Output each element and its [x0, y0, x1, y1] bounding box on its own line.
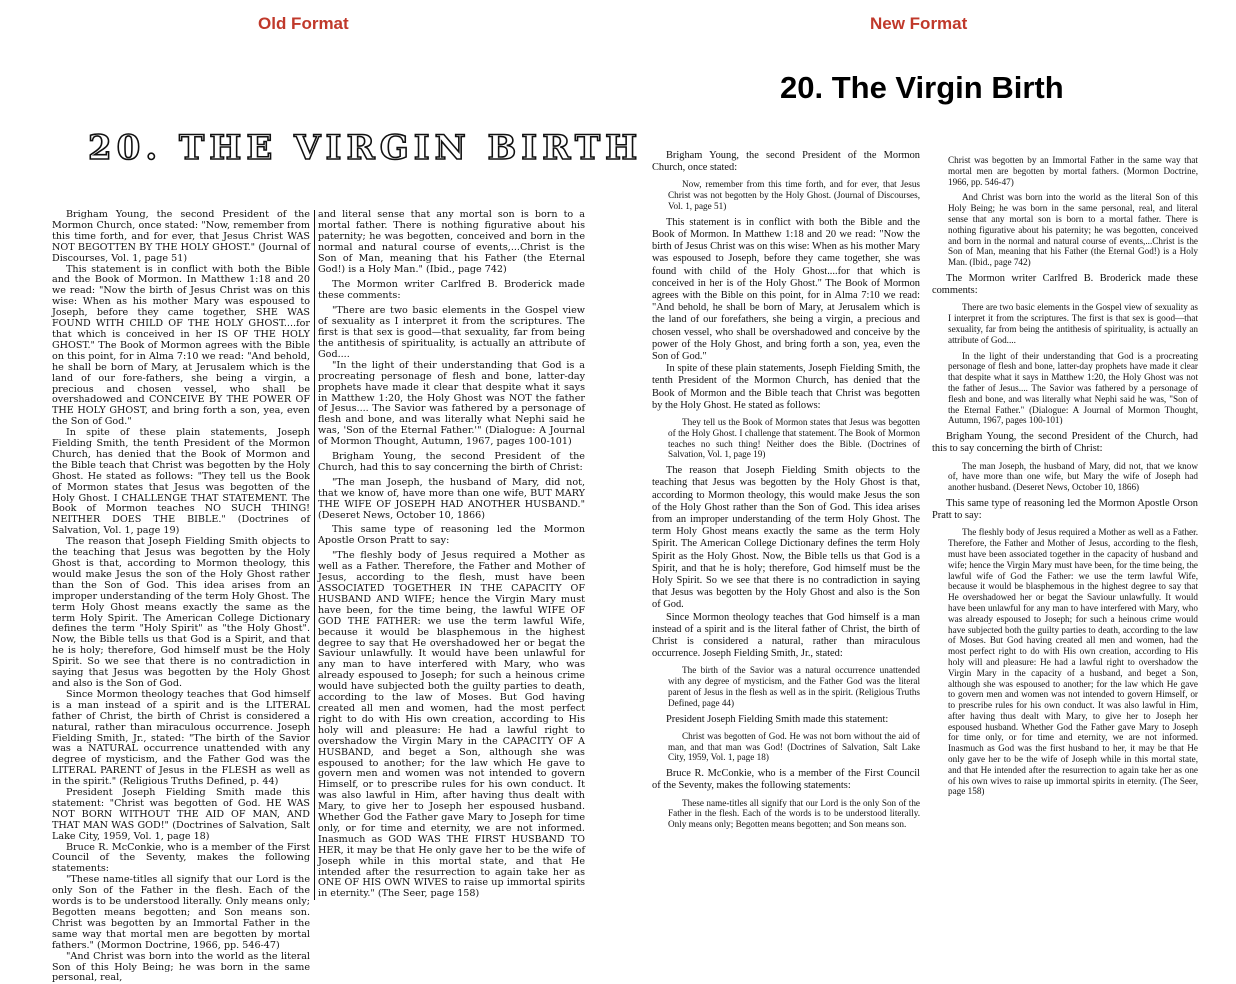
- paragraph: Since Mormon theology teaches that God himself is a man instead of a spirit and is the LITERAL father of Christ, the birth of Christ is considered a natural, rather than miraculous occurrence. Joseph Fielding Smith, Jr., stated: "The birth of the Savior was a NATURAL occurrence unattended with any degree of mysticism, and the Father God was the LITERAL PARENT of Jesus in the FLESH as well as in the spirit." (Religious Truths Defined, p. 44): [52, 688, 310, 788]
- paragraph: Brigham Young, the second President of the Mormon Church, once stated: "Now, remember from this time forth, and for ever, that Jesus Christ WAS NOT BEGOTTEN BY THE HOLY GHOST." (Journal of Discourses, Vol. 1, page 51): [52, 209, 310, 264]
- new-format-left-column: [652, 150, 920, 835]
- paragraph: In spite of these plain statements, Joseph Fielding Smith, the tenth President of the Mormon Church, has denied that the Book of Mormon and the Bible teach that Christ was begotten by the Holy Ghost. He stated as follows:: [652, 363, 920, 411]
- paragraph: "These name-titles all signify that our Lord is the only Son of the Father in the flesh. Each of the words is to be understood literally. Only means only; Begotten means begotten; and Son means son. Christ was begotten by an Immortal Father in the same way that mortal men are begotten by mortal fathers." (Mormon Doctrine, 1966, pp. 546-47): [52, 874, 310, 951]
- paragraph: These name-titles all signify that our Lord is the only Son of the Father in the flesh. Each of the words is to be understood literally. Only means only; Begotten means begotten; and Son means son.: [668, 797, 920, 830]
- paragraph: In the light of their understanding that God is a procreating personage of flesh and bone, latter-day prophets have made it clear that despite what it says in Matthew 1:20, the Holy Ghost was not the father of Jesus.... The Savior was fathered by a personage of flesh and bone, and was literally what Nephi said he was, "Son of the Eternal Father." (Dialogue: A Journal of Mormon Thought, Autumn, 1967, pages 100-101): [948, 350, 1198, 426]
- paragraph: President Joseph Fielding Smith made this statement:: [666, 713, 889, 725]
- paragraph: President Joseph Fielding Smith made this statement: "Christ was begotten of God. HE WAS NOT BORN WITHOUT THE AID OF MAN, AND THAT MAN WAS GOD!" (Doctrines of Salvation, Salt Lake City, 1959, Vol. 1, page 18): [52, 787, 310, 842]
- paragraph: "In the light of their understanding that God is a procreating personage of flesh and bone, latter-day prophets have made it clear that despite what it says in Matthew 1:20, the Holy Ghost was NOT the father of Jesus.... The Savior was fathered by a personage of flesh and bone, and was literally what Nephi said he was, 'Son of the Eternal Father.'" (Dialogue: A Journal of Mormon Thought, Autumn, 1967, pages 100-101): [318, 359, 585, 448]
- paragraph: Christ was begotten by an Immortal Father in the same way that mortal men are begotten by mortal fathers. (Mormon Doctrine, 1966, pp. 546-47): [948, 155, 1198, 187]
- paragraph: And Christ was born into the world as the literal Son of this Holy Being; he was born in the same personal, real, and literal sense that any mortal son is born to a mortal father. There is nothing figurative about his paternity; he was begotten, conceived and born in the normal and natural course of events,...Christ is the Son of Man, meaning that his Father (the Eternal God!) is a Holy Man. (Ibid., page 742): [948, 192, 1198, 268]
- paragraph: Since Mormon theology teaches that God himself is a man instead of a spirit and is the literal father of Christ, the birth of Christ is considered a natural, rather than miraculous occurrence. Joseph Fielding Smith, Jr., stated:: [652, 611, 920, 660]
- paragraph: This same type of reasoning led the Mormon Apostle Orson Pratt to say:: [318, 524, 585, 547]
- paragraph: Bruce R. McConkie, who is a member of the First Council of the Seventy, makes the following statements:: [52, 841, 310, 875]
- paragraph: The Mormon writer Carlfred B. Broderick made these comments:: [932, 272, 1198, 297]
- paragraph: Now, remember from this time forth, and for ever, that Jesus Christ was not begotten by the Holy Ghost. (Journal of Discourses, Vol. 1, page 51): [668, 179, 920, 211]
- new-format-label: New Format: [870, 14, 968, 33]
- paragraph: The Mormon writer Carlfred B. Broderick made these comments:: [318, 279, 585, 302]
- paragraph: This statement is in conflict with both the Bible and the Book of Mormon. In Matthew 1:18 and 20 we read: "Now the birth of Jesus Christ was on this wise: When as his mother Mary was espoused to Joseph, before they came together, she was found with child of the Holy Ghost....for that which is conceived in her is of the Holy Ghost." The Book of Mormon agrees with the Bible on this point, for in Alma 7:10 we read: "And behold, he shall be born of Mary, at Jerusalem which is the land of our forefathers, she being a virgin, a precious and chosen vessel, who shall be overshadowed and conceive by the power of the Holy Ghost, and bring forth a son, yea, even the Son of God.": [652, 216, 920, 363]
- paragraph: The reason that Joseph Fielding Smith objects to the teaching that Jesus was begotten by the Holy Ghost is that, according to Mormon theology, this would make Jesus the son of the Holy Ghost rather than the Son of God. This idea arises from an improper understanding of the term Holy Ghost. The term Holy Ghost means exactly the same as the term Holy Spirit. The American College Dictionary defines the term "Holy Spirit" as "the Holy Ghost". Now, the Bible tells us that God is a Spirit, and that he is holy; therefore, God himself must be the Holy Spirit. So we see that there is no contradiction in saying that Jesus was begotten by the Holy Ghost and also is the Son of God.: [52, 536, 310, 689]
- paragraph: The reason that Joseph Fielding Smith objects to the teaching that Jesus was begotten by the Holy Ghost is that, according to Mormon theology, this would make Jesus the son of the Holy Ghost rather than the Son of God. This idea arises from an improper understanding of the term Holy Ghost. The term Holy Ghost means exactly the same as the term Holy Spirit. The American College Dictionary defines the term Holy Spirit as the Holy Ghost. Now, the Bible tells us that God is a Spirit, and that he is holy; therefore, God himself must be the Holy Spirit. So we see that there is no contradiction in saying that Jesus was begotten by the Holy Ghost and also is the Son of God.: [652, 465, 920, 611]
- paragraph: This same type of reasoning led the Mormon Apostle Orson Pratt to say:: [932, 497, 1198, 522]
- old-format-label: Old Format: [258, 14, 349, 33]
- paragraph: This statement is in conflict with both the Bible and the Book of Mormon. In Matthew 1:18 and 20 we read: "Now the birth of Jesus Christ was on this wise: When as his mother Mary was espoused to Joseph, before they came together, SHE WAS FOUND WITH CHILD OF THE HOLY GHOST....for that which is conceived in her IS OF THE HOLY GHOST." The Book of Mormon agrees with the Bible on this point, for in Alma 7:10 we read: "And behold, he shall be born of Mary, at Jerusalem which is the land of our fore-fathers, she being a virgin, a precious and chosen vessel, who shall be overshadowed and CONCEIVE BY THE POWER OF THE HOLY GHOST, and bring forth a son, yea, even the Son of God.": [52, 263, 310, 428]
- paragraph: The birth of the Savior was a natural occurrence unattended with any degree of mysticism, and the Father God was the literal parent of Jesus in the flesh as well as in the spirit. (Religious Truths Defined, page 44): [668, 665, 920, 708]
- paragraph: Brigham Young, the second President of the Mormon Church, once stated:: [652, 150, 920, 174]
- paragraph: Brigham Young, the second President of the Church, had this to say concerning the birth of Christ:: [318, 451, 585, 473]
- paragraph: Christ was begotten of God. He was not born without the aid of man, and that man was God! (Doctrines of Salvation, Salt Lake City, 1959, Vol. 1, page 18): [668, 730, 920, 763]
- paragraph: "There are two basic elements in the Gospel view of sexuality as I interpret it from the scriptures. The first is that sex is good—that sexuality, far from being the antithesis of spirituality, is actually an attribute of God....: [318, 305, 585, 360]
- paragraph: "The man Joseph, the husband of Mary, did not, that we know of, have more than one wife, BUT MARY THE WIFE OF JOSEPH HAD ANOTHER HUSBAND." (Deseret News, October 10, 1866): [318, 476, 585, 521]
- old-format-right-column: [314, 210, 585, 900]
- new-format-right-column: [932, 150, 1198, 802]
- paragraph: They tell us the Book of Mormon states that Jesus was begotten of the Holy Ghost. I challenge that statement. The Book of Mormon teaches no such thing! Neither does the Bible. (Doctrines of Salvation, Vol. 1, page 19): [668, 417, 920, 460]
- paragraph: There are two basic elements in the Gospel view of sexuality as I interpret it from the scriptures. The first is that sex is good—that sexuality, far from being the antithesis of spirituality, is actually an attribute of God....: [948, 302, 1198, 345]
- old-format-left-column: [52, 210, 310, 984]
- paragraph: The man Joseph, the husband of Mary, did not, that we know of, have more than one wife, but Mary the wife of Joseph had another husband. (Deseret News, October 10, 1866): [948, 460, 1198, 493]
- paragraph: In spite of these plain statements, Joseph Fielding Smith, the tenth President of the Mormon Church, has denied that the Book of Mormon and the Bible teach that Christ was begotten by the Holy Ghost. He stated as follows: "They tell us the Book of Mormon states that Jesus was begotten of the Holy Ghost. I CHALLENGE THAT STATEMENT. The Book of Mormon teaches NO SUCH THING! NEITHER DOES THE BIBLE." (Doctrines of Salvation, Vol. 1, page 19): [52, 427, 310, 537]
- paragraph: Bruce R. McConkie, who is a member of the First Council of the Seventy, makes the following statements:: [652, 768, 920, 792]
- paragraph: "And Christ was born into the world as the literal Son of this Holy Being; he was born in the same personal, real,: [52, 950, 310, 984]
- paragraph: The fleshly body of Jesus required a Mother as well as a Father. Therefore, the Father and Mother of Jesus, according to the flesh, must have been associated together in the capacity of husband and wife; hence the Virgin Mary must have been, for the time being, the lawful wife of God the Father: we use the term lawful Wife, because it would be blasphemous in the highest degree to say that He overshadowed her or begat the Saviour unlawfully. It would have been unlawful for any man to have interfered with Mary, who was already espoused to Joseph; for such a heinous crime would have subjected both the guilty parties to death, according to the law of Moses. But God having created all men and women, had the most perfect right to do with His own creation, according to His holy will and pleasure: He had a lawful right to overshadow the Virgin Mary in the capacity of a husband, and beget a Son, although she was espoused to another; for the law which He gave to govern men and women was not intended to govern Himself, or to prescribe rules for his own conduct. It was also lawful in Him, after having thus dealt with Mary, to give her to Joseph her espoused husband. Whether God the Father gave Mary to Joseph for time only, or for time and eternity, we are not informed. Inasmuch as God was the first husband to her, it may be that He only gave her to be the wife of Joseph while in this mortal state, and that He intended after the resurrection to again take her as one of his own wives to raise up immortal spirits in eternity. (The Seer, page 158): [948, 527, 1198, 797]
- paragraph: Brigham Young, the second President of the Church, had this to say concerning the birth of Christ:: [932, 431, 1198, 455]
- paragraph: "The fleshly body of Jesus required a Mother as well as a Father. Therefore, the Father and Mother of Jesus, according to the flesh, must have been ASSOCIATED TOGETHER IN THE CAPACITY OF HUSBAND AND WIFE; hence the Virgin Mary must have been, for the time being, the lawful WIFE OF GOD THE FATHER: we use the term lawful Wife, because it would be blasphemous in the highest degree to say that He overshadowed her or begat the Saviour unlawfully. It would have been unlawful for any man to have interfered with Mary, who was already espoused to Joseph; for such a heinous crime would have subjected both the guilty parties to death, according to the law of Moses. But God having created all men and women, had the most perfect right to do with His own creation, according to His holy will and pleasure: He had a lawful right to overshadow the Virgin Mary in the CAPACITY OF A HUSBAND, and beget a Son, although she was espoused to another; for the law which He gave to govern men and women was not intended to govern Himself, or to prescribe rules for his own conduct. It was also lawful in Him, after having thus dealt with Mary, to give her to Joseph her espoused husband. Whether God the Father gave Mary to Joseph for time only, or for time and eternity, we are not informed. Inasmuch as GOD WAS THE FIRST HUSBAND TO HER, it may be that He only gave her to be the wife of Joseph while in this mortal state, and that He intended after the resurrection to again take her as ONE OF HIS OWN WIVES to raise up immortal spirits in eternity." (The Seer, page 158): [318, 550, 585, 900]
- old-format-title: 20. THE VIRGIN BIRTH: [88, 128, 643, 168]
- new-format-title: 20. The Virgin Birth: [780, 70, 1064, 105]
- paragraph: and literal sense that any mortal son is born to a mortal father. There is nothing figurative about his paternity; he was begotten, conceived and born in the normal and natural course of events,...Christ is the Son of Man, meaning that his Father (the Eternal God!) is a Holy Man." (Ibid., page 742): [318, 209, 585, 275]
